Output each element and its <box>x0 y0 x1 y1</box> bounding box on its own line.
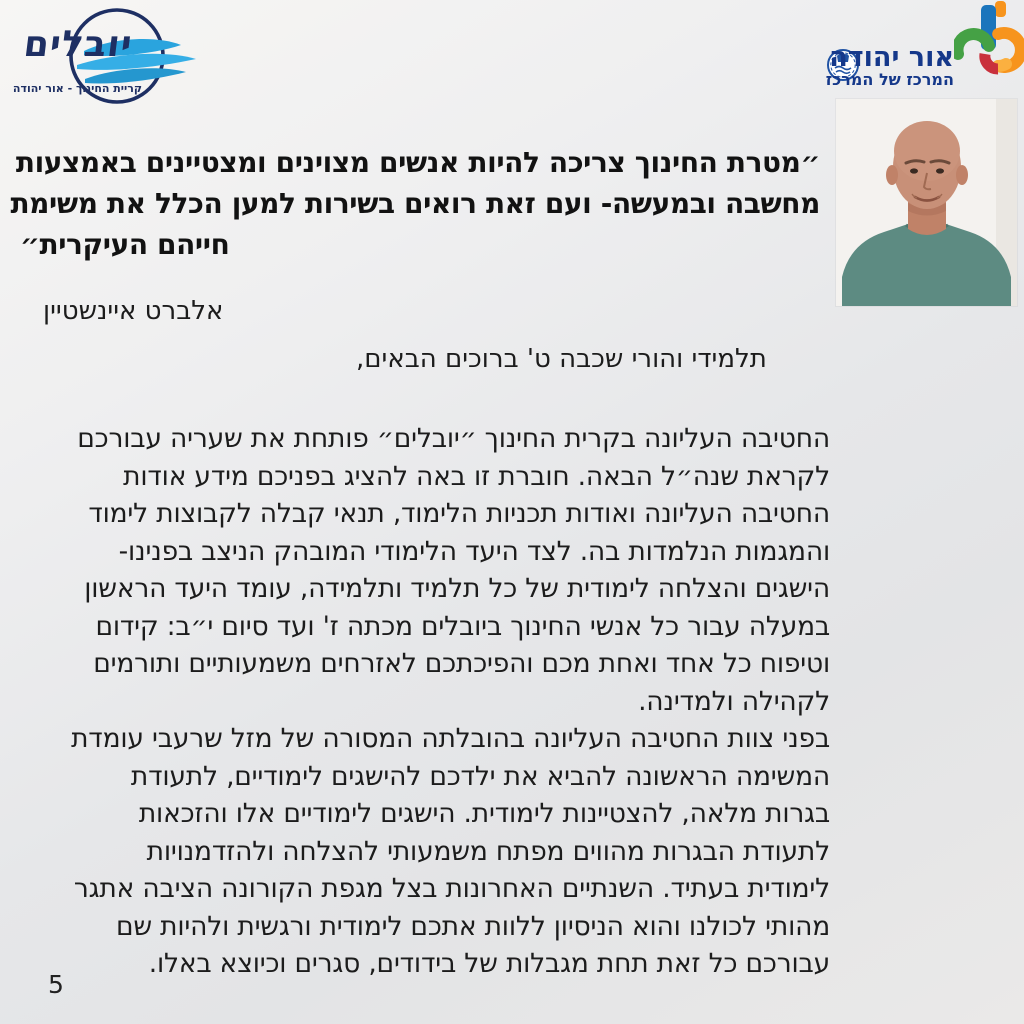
quote-line: ״מטרת החינוך צריכה להיות אנשים מצוינים ומצטיינים באמצעות <box>15 146 820 179</box>
body-line: החטיבה העליונה ואודות תכניות הלימוד, תנאי קבלה לקבוצות לימוד <box>88 498 830 529</box>
quote-attribution: אלברט איינשטיין <box>43 296 224 326</box>
quote-line: מחשבה ובמעשה- ועם זאת רואים בשירות למען הכלל את משימת <box>10 187 820 220</box>
yuvalim-logo <box>12 4 208 106</box>
body-line: לקראת שנה״ל הבאה. חוברת זו באה להציג בפניכם מידע אודות <box>123 460 830 492</box>
body-line: הישגים והצלחה לימודית של כל תלמיד ותלמידה, עומד היעד הראשון <box>84 573 830 604</box>
body-line: בגרות מלאה, להצטיינות לימודית. הישגים לימודיים אלו והזכאות <box>138 798 830 829</box>
body-line: מהותי לכולנו והוא הניסיון ללוות אתכם לימודית ורגשית ולהיות שם <box>115 910 830 942</box>
or-yehuda-title: אור יהודה <box>829 42 954 73</box>
body-line: לקהילה ולמדינה. <box>638 685 830 717</box>
body-line: לתעודת הבגרות מהווים מפתח משמעותי להצלחה ולהזדמנויות <box>146 835 830 867</box>
body-line: וטיפוח כל אחד ואחת מכם והפיכתכם לאזרחים משמעותיים ותורמים <box>93 648 830 679</box>
or-yehuda-logo <box>806 0 1024 100</box>
body-line: והמגמות הנלמדות בה. לצד היעד הלימודי המובהק הניצב בפנינו- <box>118 535 830 567</box>
principal-photo <box>836 99 1017 306</box>
greeting-line: תלמידי והורי שכבה ט' ברוכים הבאים, <box>356 344 767 374</box>
body-line: בפני צוות החטיבה העליונה בהובלתה המסורה של מזל שרעבי עומדת <box>71 723 830 754</box>
body-line: עבורכם כל זאת תחת מגבלות של בידודים, סגרים וכיוצא באלו. <box>148 948 830 979</box>
quote-line: חייהם העיקרית״ <box>20 228 230 261</box>
body-line: החטיבה העליונה בקרית החינוך ״יובלים״ פותחת את שעריה עבורכם <box>77 423 830 454</box>
or-yehuda-mark-icon <box>954 0 1024 85</box>
body-text <box>18 420 830 983</box>
portrait-illustration <box>836 99 1017 306</box>
body-line: במעלה עבור כל אנשי החינוך ביובלים מכתה ז' ועד סיום י״ב: קידום <box>95 610 830 642</box>
yuvalim-logo-name: יובלים <box>21 24 135 65</box>
yuvalim-logo-tagline: קריית החינוך - אור יהודה <box>12 82 142 95</box>
body-line: לימודית בעתיד. השנתיים האחרונות בצל מגפת הקורונה הציבה אתגר <box>73 873 830 904</box>
quote-block <box>10 142 820 265</box>
page-number: 5 <box>48 970 64 999</box>
body-line: המשימה הראשונה להביא את ילדכם להישגים לימודיים, לתעודת <box>130 760 830 792</box>
or-yehuda-subtitle: המרכז של המרכז <box>825 70 954 89</box>
